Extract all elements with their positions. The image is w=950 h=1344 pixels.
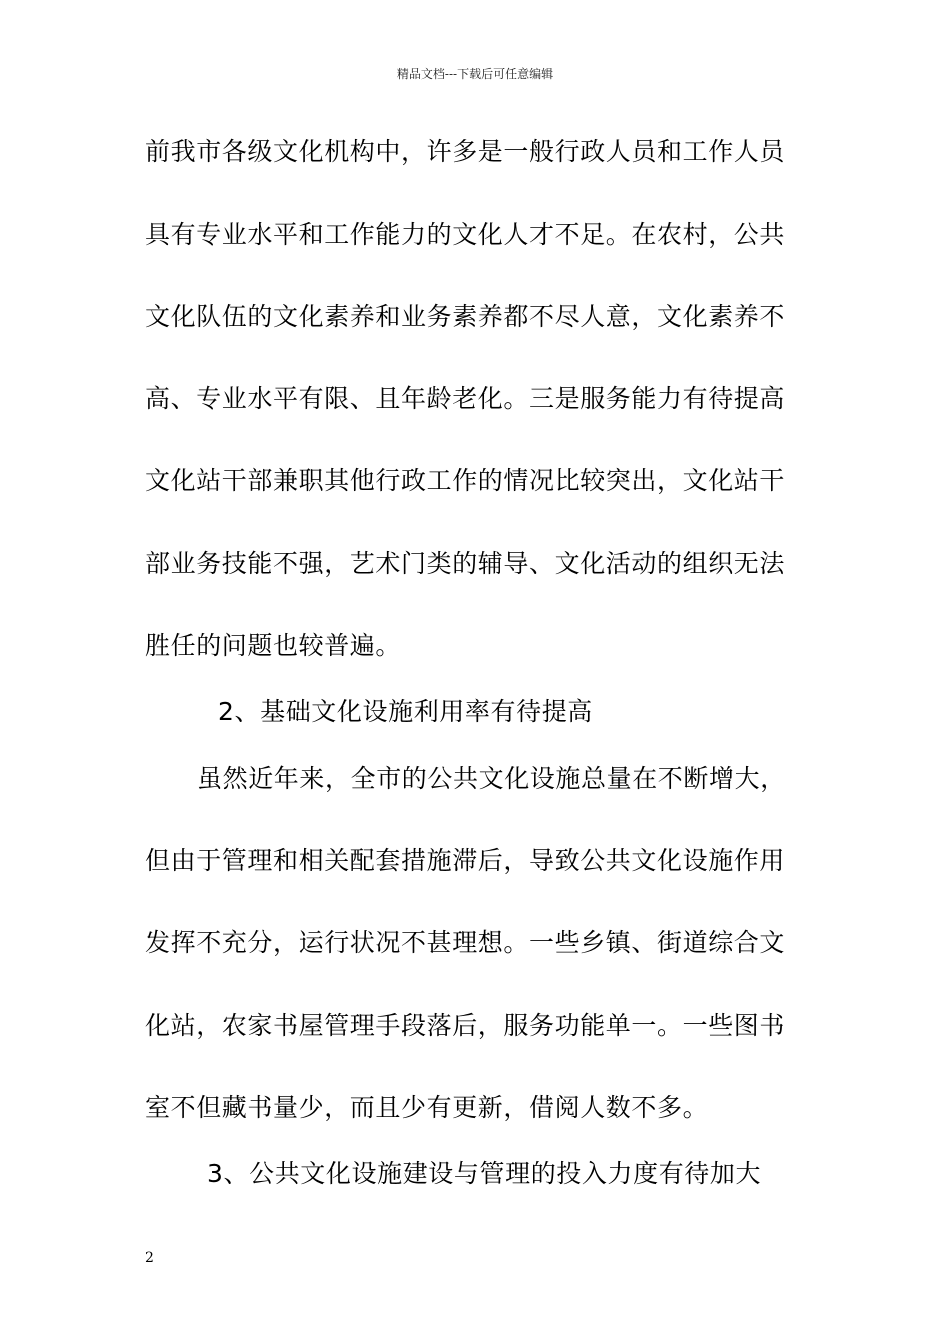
page-header: 精品文档---下载后可任意编辑	[396, 67, 554, 81]
paragraph-line: 前我市各级文化机构中，许多是一般行政人员和工作人员	[145, 137, 786, 166]
paragraph-line: 但由于管理和相关配套措施滞后，导致公共文化设施作用	[145, 846, 786, 875]
paragraph-line: 发挥不充分，运行状况不甚理想。一些乡镇、街道综合文	[145, 928, 786, 957]
paragraph-line: 室不但藏书量少，而且少有更新，借阅人数不多。	[145, 1093, 709, 1122]
section-heading: 2、基础文化设施利用率有待提高	[218, 697, 593, 726]
paragraph-line: 胜任的问题也较普遍。	[145, 631, 402, 660]
paragraph-line: 高、专业水平有限、且年龄老化。三是服务能力有待提高	[145, 384, 786, 413]
paragraph-line: 文化队伍的文化素养和业务素养都不尽人意，文化素养不	[145, 302, 786, 331]
paragraph-line: 虽然近年来，全市的公共文化设施总量在不断增大，	[197, 764, 786, 793]
paragraph-line: 文化站干部兼职其他行政工作的情况比较突出，文化站干	[145, 466, 786, 495]
section-heading: 3、公共文化设施建设与管理的投入力度有待加大	[207, 1159, 762, 1188]
paragraph-line: 具有专业水平和工作能力的文化人才不足。在农村，公共	[145, 220, 786, 249]
paragraph-line: 部业务技能不强，艺术门类的辅导、文化活动的组织无法	[145, 549, 786, 578]
paragraph-line: 化站，农家书屋管理手段落后，服务功能单一。一些图书	[145, 1011, 786, 1040]
page-number: 2	[145, 1250, 154, 1266]
